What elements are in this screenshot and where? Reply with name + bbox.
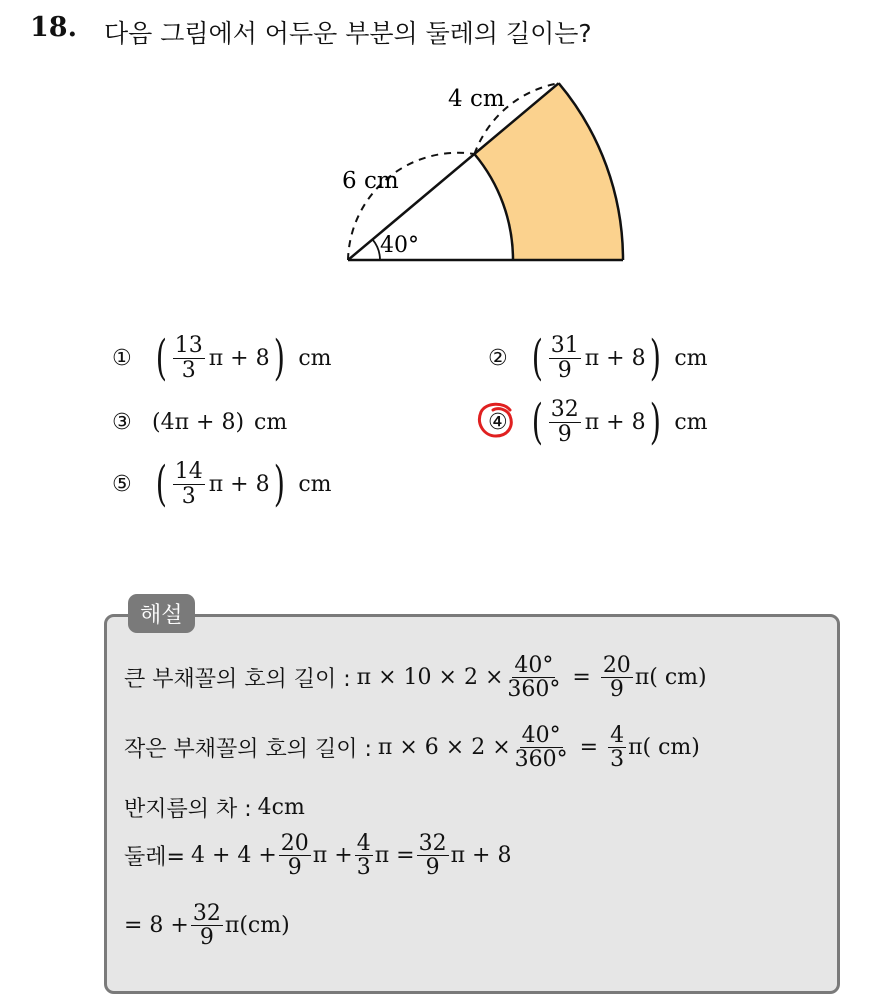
line-mid: π + bbox=[312, 843, 353, 869]
frac-den: 3 bbox=[610, 747, 625, 773]
equals: = bbox=[572, 665, 591, 691]
frac-num: 14 bbox=[174, 459, 203, 485]
paren-close: ) bbox=[273, 330, 285, 386]
line-value: 4cm bbox=[257, 795, 305, 820]
paren-open: ( bbox=[531, 394, 543, 450]
choice-4-number: ④ bbox=[488, 409, 508, 435]
frac-den: 9 bbox=[557, 357, 572, 383]
choice-4-unit: cm bbox=[674, 409, 708, 435]
frac-num: 13 bbox=[174, 333, 203, 359]
frac-num: 20 bbox=[602, 653, 631, 678]
frac-den: 360° bbox=[514, 747, 568, 773]
line-tail: π + 8 bbox=[450, 843, 512, 869]
frac-den: 3 bbox=[181, 483, 196, 509]
choice-1-fraction bbox=[173, 334, 205, 381]
angle-label: 40° bbox=[380, 233, 419, 258]
line-label: 둘레= bbox=[124, 845, 185, 871]
frac-den: 360° bbox=[507, 677, 561, 703]
paren-close: ) bbox=[273, 456, 285, 512]
paren-close: ) bbox=[649, 330, 661, 386]
line-expr: π × 6 × 2 × bbox=[377, 735, 511, 761]
choice-2-fraction bbox=[549, 334, 581, 381]
frac-num: 32 bbox=[550, 397, 579, 423]
choice-5-tail: π + 8 bbox=[208, 471, 270, 497]
frac-den: 9 bbox=[199, 925, 214, 951]
choice-5-fraction bbox=[173, 460, 205, 507]
choice-1-tail: π + 8 bbox=[208, 345, 270, 371]
line-mid2: π = bbox=[374, 843, 415, 869]
frac-num: 32 bbox=[418, 831, 447, 856]
frac-num: 40° bbox=[521, 723, 561, 748]
frac-den: 9 bbox=[425, 855, 440, 881]
choice-1[interactable] bbox=[112, 330, 332, 386]
label-6cm: 6 cm bbox=[342, 168, 399, 194]
frac-den: 3 bbox=[181, 357, 196, 383]
line-tail: π( cm) bbox=[628, 735, 700, 761]
line-label: 작은 부채꼴의 호의 길이 : bbox=[124, 737, 372, 763]
line-expr: π × 10 × 2 × bbox=[356, 665, 504, 691]
frac-den: 9 bbox=[287, 855, 302, 881]
angle-arc bbox=[373, 239, 381, 260]
frac-den: 3 bbox=[356, 855, 371, 881]
choice-5[interactable] bbox=[112, 456, 332, 512]
result-fraction bbox=[191, 902, 223, 949]
explanation-line-2 bbox=[124, 724, 700, 771]
paren-open: ( bbox=[155, 330, 167, 386]
line-label: 큰 부채꼴의 호의 길이 : bbox=[124, 667, 351, 693]
choice-3-unit: cm bbox=[254, 410, 288, 435]
choice-5-number: ⑤ bbox=[112, 471, 132, 497]
choice-1-unit: cm bbox=[298, 345, 332, 371]
equals: = bbox=[579, 735, 599, 761]
paren-close: ) bbox=[649, 394, 661, 450]
label-4cm: 4 cm bbox=[448, 86, 505, 112]
choice-3-number: ③ bbox=[112, 410, 132, 435]
result-fraction bbox=[608, 724, 626, 771]
sector-figure bbox=[330, 70, 640, 280]
choice-2-tail: π + 8 bbox=[584, 345, 646, 371]
degree-fraction bbox=[513, 724, 570, 771]
frac-den: 9 bbox=[609, 677, 624, 703]
choice-3[interactable] bbox=[112, 410, 287, 435]
fraction-b bbox=[355, 832, 373, 879]
frac-num: 4 bbox=[356, 831, 371, 856]
explanation-line-4 bbox=[124, 832, 511, 879]
frac-num: 4 bbox=[610, 723, 625, 748]
choice-2-number: ② bbox=[488, 345, 508, 371]
choice-3-expr: (4π + 8) bbox=[152, 410, 245, 435]
line-expr: = 8 + bbox=[124, 913, 189, 939]
choice-4[interactable] bbox=[488, 394, 708, 450]
line-tail: π(cm) bbox=[224, 913, 290, 939]
question-text: 다음 그림에서 어두운 부분의 둘레의 길이는? bbox=[104, 19, 592, 48]
line-label: 반지름의 차 : bbox=[124, 797, 252, 822]
choice-4-fraction bbox=[549, 398, 581, 445]
choice-2[interactable] bbox=[488, 330, 708, 386]
question-number: 18. bbox=[30, 12, 77, 43]
choice-1-number: ① bbox=[112, 345, 132, 371]
paren-open: ( bbox=[155, 456, 167, 512]
line-expr: 4 + 4 + bbox=[190, 843, 277, 869]
choice-2-unit: cm bbox=[674, 345, 708, 371]
frac-num: 31 bbox=[550, 333, 579, 359]
result-fraction bbox=[601, 654, 633, 701]
explanation-tag: 해설 bbox=[128, 594, 195, 633]
frac-num: 20 bbox=[280, 831, 309, 856]
fraction-c bbox=[417, 832, 449, 879]
explanation-line-5 bbox=[124, 902, 290, 949]
choice-5-unit: cm bbox=[298, 471, 332, 497]
explanation-line-1 bbox=[124, 654, 707, 701]
paren-open: ( bbox=[531, 330, 543, 386]
degree-fraction bbox=[505, 654, 562, 701]
frac-den: 9 bbox=[557, 421, 572, 447]
fraction-a bbox=[279, 832, 311, 879]
frac-num: 32 bbox=[192, 901, 221, 926]
frac-num: 40° bbox=[514, 653, 554, 678]
line-tail: π( cm) bbox=[634, 665, 707, 691]
explanation-line-3 bbox=[124, 792, 305, 823]
choice-4-tail: π + 8 bbox=[584, 409, 646, 435]
